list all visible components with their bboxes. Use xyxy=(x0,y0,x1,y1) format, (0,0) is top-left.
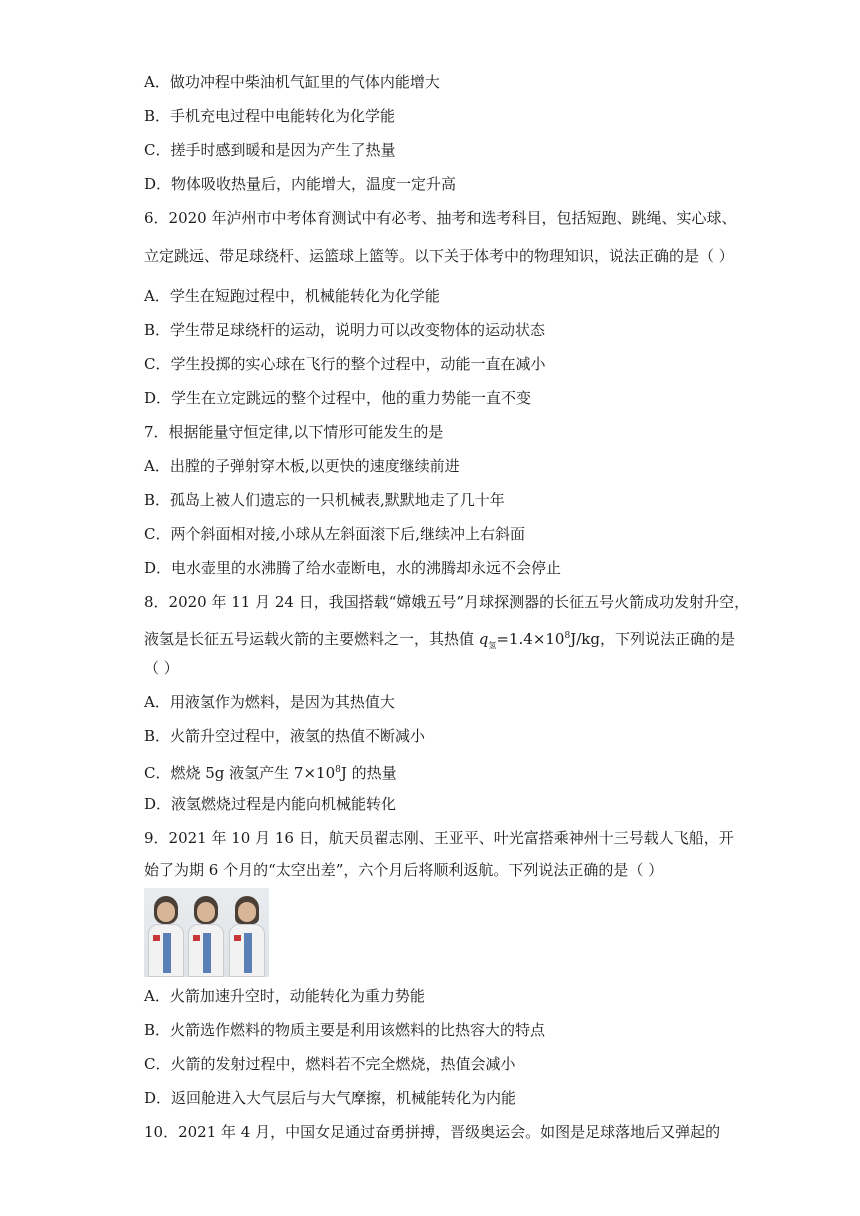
q8-stem-line-1: 8．2020 年 11 月 24 日，我国搭载“嫦娥五号”月球探测器的长征五号火箭成功发射升空， xyxy=(144,593,750,611)
q9-option-b: B．火箭选作燃料的物质主要是利用该燃料的比热容大的特点 xyxy=(144,1021,546,1039)
q8-q-symbol: q xyxy=(478,630,489,648)
q8-option-c-exponent: 8 xyxy=(335,765,341,775)
q8-heat-exponent: 8 xyxy=(564,631,571,641)
q9-stem-line-1: 9．2021 年 10 月 16 日，航天员翟志刚、王亚平、叶光富搭乘神州十三号载人飞船，开 xyxy=(144,829,734,847)
q6-option-b: B．学生带足球绕杆的运动，说明力可以改变物体的运动状态 xyxy=(144,321,546,339)
q6-option-a: A．学生在短跑过程中，机械能转化为化学能 xyxy=(144,287,440,305)
astronaut-figure xyxy=(146,888,186,977)
q9-stem-line-2: 始了为期 6 个月的“太空出差”，六个月后将顺利返航。下列说法正确的是（ ） xyxy=(144,861,664,879)
q8-option-a: A．用液氢作为燃料，是因为其热值大 xyxy=(144,693,395,711)
q6-option-d: D．学生在立定跳远的整个过程中，他的重力势能一直不变 xyxy=(144,389,532,407)
q8-stem-text: 液氢是长征五号运载火箭的主要燃料之一，其热值 xyxy=(144,630,479,648)
q6-stem-line-1: 6．2020 年泸州市中考体育测试中有必考、抽考和选考科目，包括短跑、跳绳、实心球、 xyxy=(144,209,737,227)
q8-option-c-text: C．燃烧 5g 液氢产生 7×10 xyxy=(144,764,336,782)
q8-option-c-unit: J 的热量 xyxy=(340,764,397,782)
q7-option-a: A．出膛的子弹射穿木板,以更快的速度继续前进 xyxy=(144,457,460,475)
q8-q-subscript: 氢 xyxy=(488,641,497,650)
q8-stem-line-3: （ ） xyxy=(144,659,179,677)
q8-option-c xyxy=(144,760,397,783)
q5-option-c: C．搓手时感到暖和是因为产生了热量 xyxy=(144,141,396,159)
astronaut-figure xyxy=(227,888,267,977)
q7-option-b: B．孤岛上被人们遗忘的一只机械表,默默地走了几十年 xyxy=(144,491,505,509)
q6-stem-line-2: 立定跳远、带足球绕杆、运篮球上篮等。以下关于体考中的物理知识，说法正确的是（ ） xyxy=(144,247,734,265)
q8-stem-text-end: J/kg，下列说法正确的是 xyxy=(570,630,735,648)
q8-option-d: D．液氢燃烧过程是内能向机械能转化 xyxy=(144,795,397,813)
astronaut-figure xyxy=(186,888,226,977)
q5-option-a: A．做功冲程中柴油机气缸里的气体内能增大 xyxy=(144,73,440,91)
q7-stem: 7．根据能量守恒定律,以下情形可能发生的是 xyxy=(144,423,444,441)
q6-option-c: C．学生投掷的实心球在飞行的整个过程中，动能一直在减小 xyxy=(144,355,546,373)
q8-heat-value: =1.4×10 xyxy=(496,630,565,648)
q5-option-d: D．物体吸收热量后，内能增大，温度一定升高 xyxy=(144,175,457,193)
q7-option-c: C．两个斜面相对接,小球从左斜面滚下后,继续冲上右斜面 xyxy=(144,525,526,543)
q9-option-c: C．火箭的发射过程中，燃料若不完全燃烧，热值会减小 xyxy=(144,1055,516,1073)
q8-option-b: B．火箭升空过程中，液氢的热值不断减小 xyxy=(144,727,426,745)
q8-stem-line-2 xyxy=(144,626,735,656)
q10-stem-line-1: 10．2021 年 4 月，中国女足通过奋勇拼搏，晋级奥运会。如图是足球落地后又弹起的 xyxy=(144,1123,721,1141)
q9-option-a: A．火箭加速升空时，动能转化为重力势能 xyxy=(144,987,425,1005)
q9-option-d: D．返回舱进入大气层后与大气摩擦，机械能转化为内能 xyxy=(144,1089,517,1107)
q7-option-d: D．电水壶里的水沸腾了给水壶断电，水的沸腾却永远不会停止 xyxy=(144,559,562,577)
q5-option-b: B．手机充电过程中电能转化为化学能 xyxy=(144,107,396,125)
astronauts-photo xyxy=(144,888,269,977)
